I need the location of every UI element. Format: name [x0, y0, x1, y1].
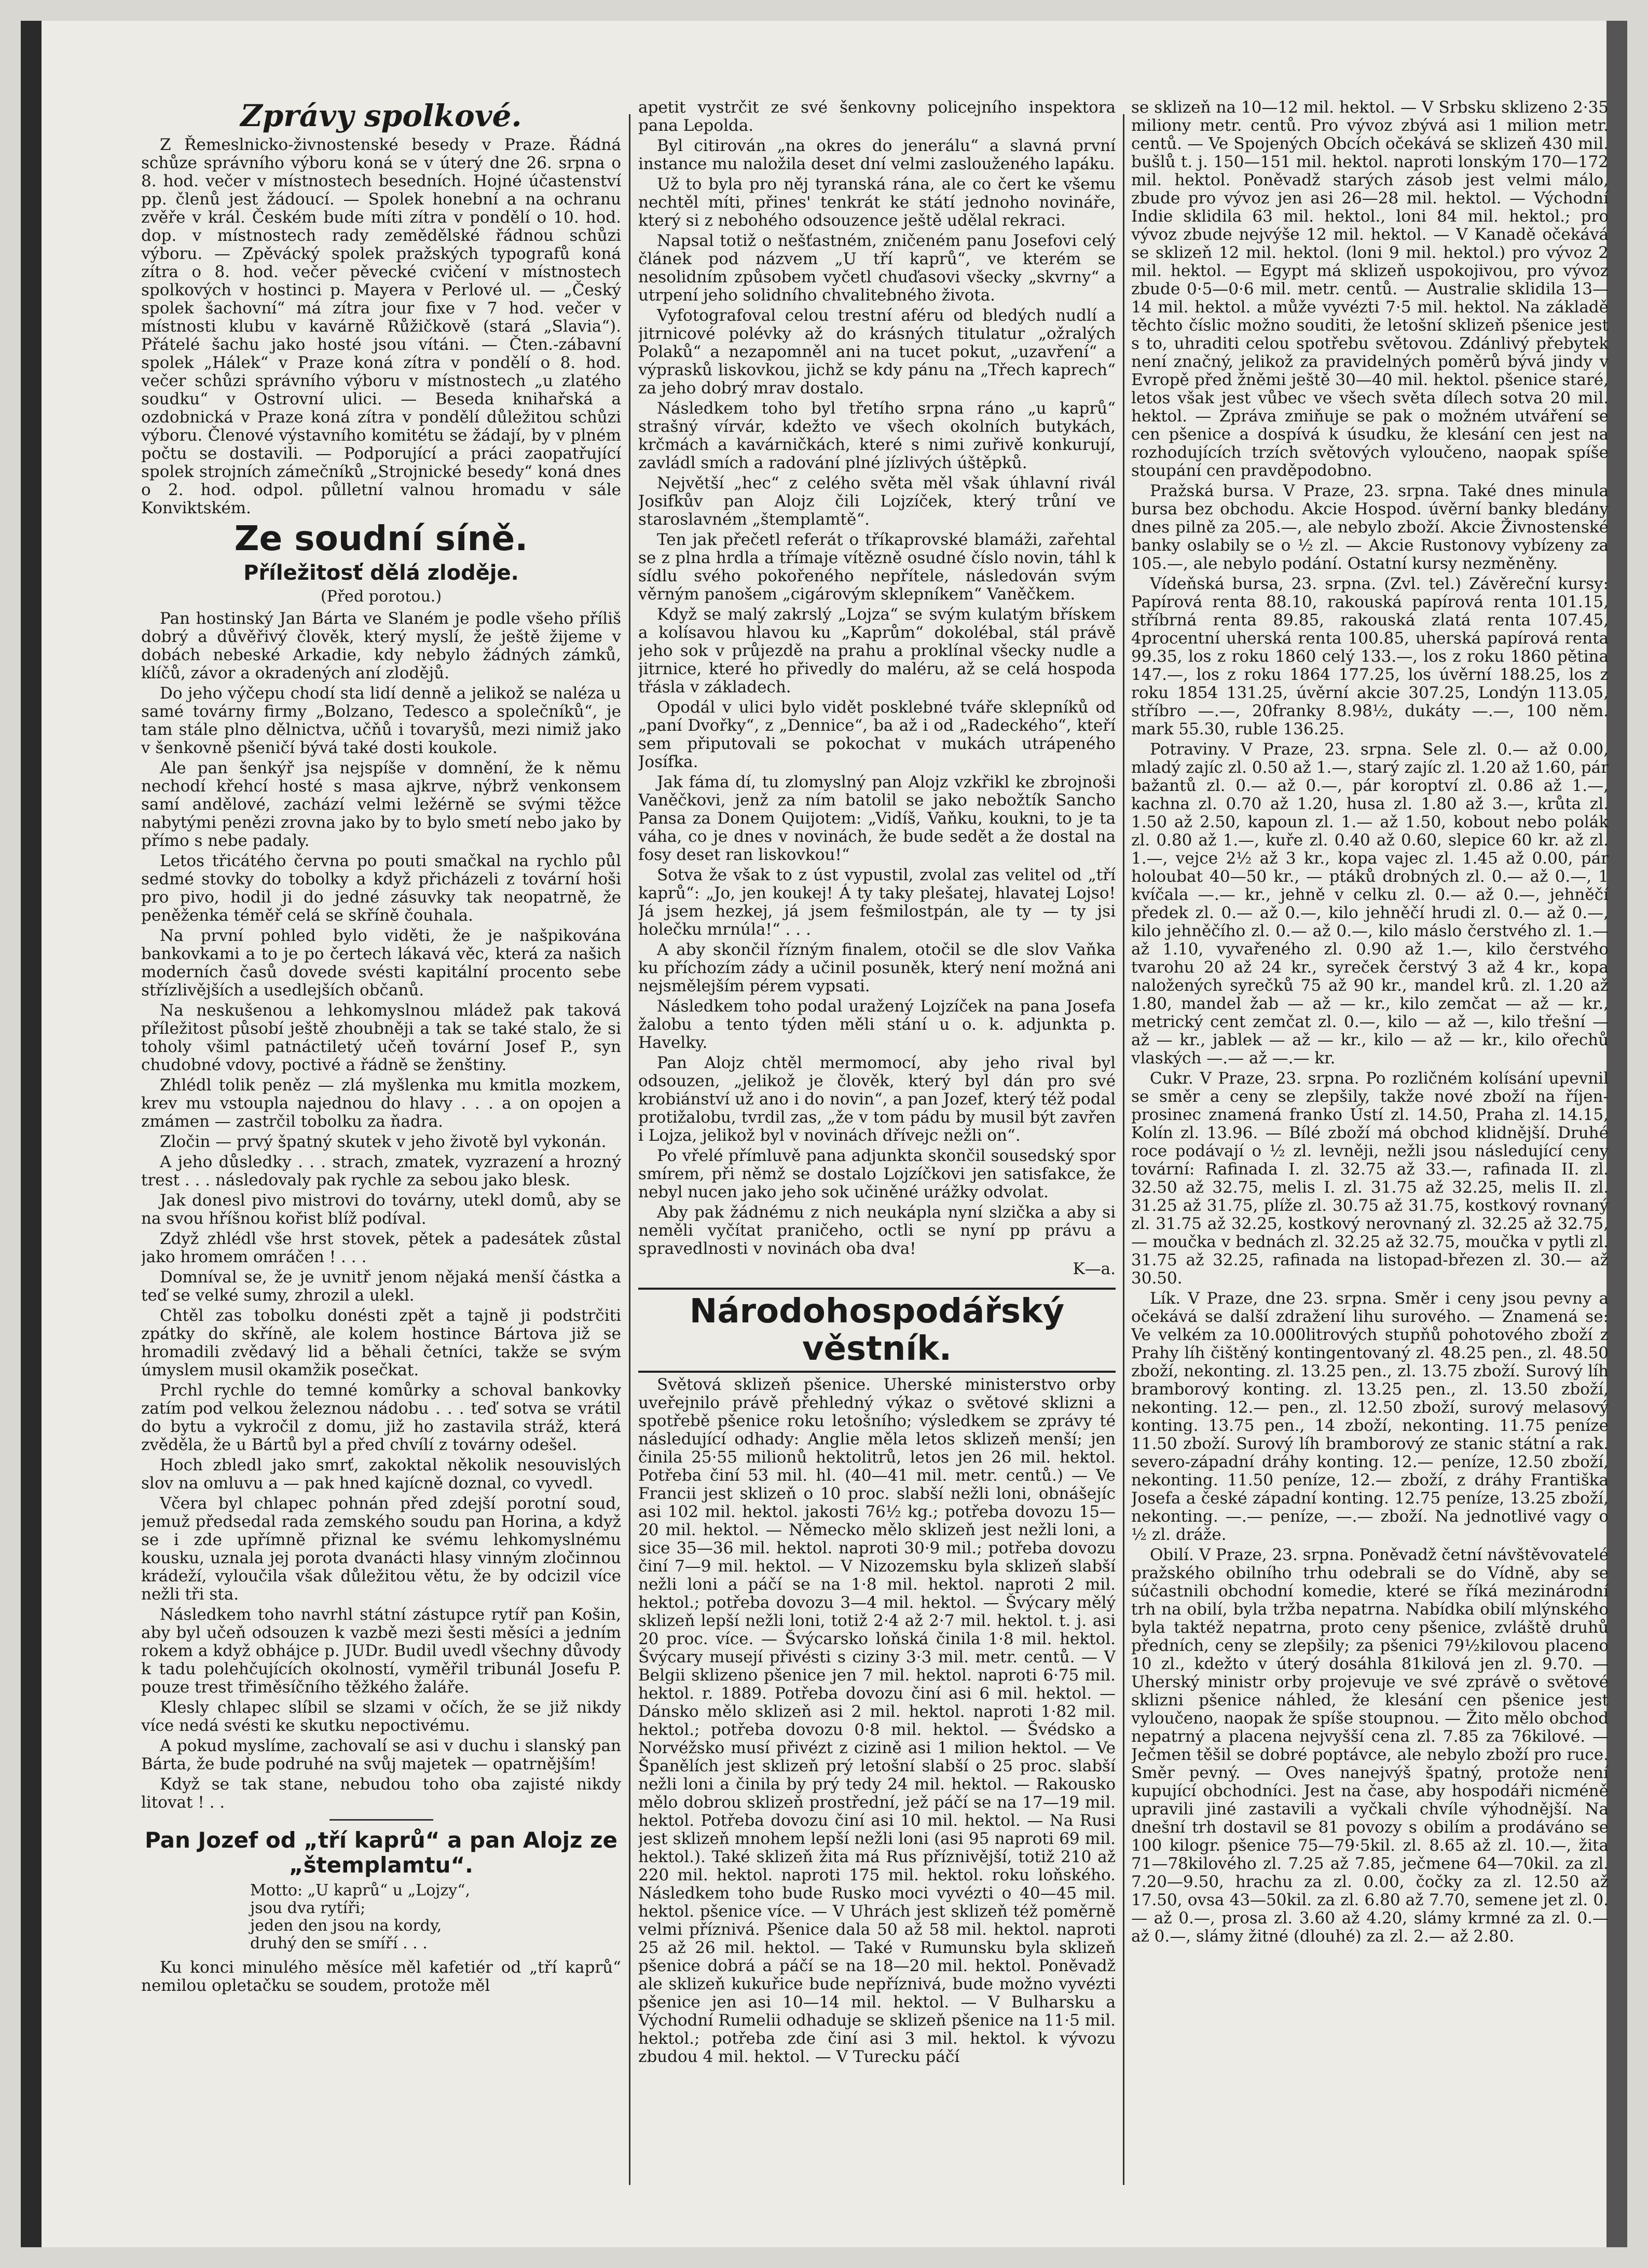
article-title-prilezitost: Příležitosť dělá zloděje.: [243, 561, 519, 585]
soud-article-body: [141, 610, 621, 1812]
section-title-soud: Ze soudní síně.: [234, 518, 528, 558]
paragraph: Chtěl zas tobolku donésti zpět a tajně ji podstrčiti zpátky do skříně, ale kolem hostince Bártova již se hromadili zvědavý lid a běhali četníci, takže se svým úmyslem musil okamžik posečkat.: [141, 1306, 621, 1379]
section-title-zpravy: Zprávy spolkové.: [240, 99, 522, 133]
paragraph: Vyfotografoval celou trestní aféru od bledých nudlí a jitrnicové polévky až do krásných titulatur „ožralých Polaků“ a nezapomněl ani na tucet pokut, „uzavření“ a výprasků liskovkou, jichž se kdy pánu na „Třech kaprech“ za jeho dobrý mrav dostalo.: [638, 306, 1116, 398]
paragraph: Zhlédl tolik peněz — zlá myšlenka mu kmitla mozkem, krev mu vstoupla najednou do hlavy . . . a on opojen a zmámen — zastrčil tobolku za ňadra.: [141, 1076, 621, 1131]
divider: [329, 1819, 433, 1821]
paragraph: Největší „hec“ z celého světa měl však úhlavní rivál Josifkův pan Alojz čili Lojzíček, který trůní ve staroslavném „štemplamtě“.: [638, 474, 1116, 529]
paragraph: Vídeňská bursa, 23. srpna. (Zvl. tel.) Závěreční kursy: Papírová renta 88.10, rakouská papírová renta 101.15, stříbrná renta 89.85, rakouská zlatá renta 107.45, 4procentní uherská renta 100.85, uherská papírová renta 99.35, los z roku 1860 celý 133.—, los z roku 1860 pětina 147.—, los z roku 1864 177.25, los úvěrní 188.25, los z roku 1854 131.25, úvěrní akcie 307.25, Londýn 113.05, stříbro —.—, 20franky 8.98½, dukáty —.—, 100 něm. mark 55.30, ruble 136.25.: [1131, 575, 1609, 739]
newspaper-page: [21, 21, 1627, 2247]
paragraph: Po vřelé přímluvě pana adjunkta skončil sousedský spor smírem, při němž se dostalo Lojzíčkovi jen satisfakce, že nebyl nucen jako jeho sok učiněné urážky odvolat.: [638, 1146, 1116, 1201]
paragraph: Zločin — prvý špatný skutek v jeho životě byl vykonán.: [160, 1132, 607, 1151]
paragraph: Domníval se, že je uvnitř jenom nějaká menší částka a teď se velké sumy, zhrozil a ulekl.: [141, 1268, 621, 1305]
article-title-pan-jozef: Pan Jozef od „tří kaprů“ a pan Alojz ze „štemplamtu“.: [145, 1827, 617, 1878]
paragraph: Aby pak žádnému z nich neukápla nyní slzička a aby si neměli vyčítat praničeho, octli se nyní pp právu a spravedlnosti v novinách oba dva!: [638, 1203, 1116, 1258]
paragraph: A pokud myslíme, zachovalí se asi v duchu i slanský pan Bárta, že bude podruhé na svůj majetek — opatrnějším!: [141, 1737, 621, 1773]
signature: K—a.: [1073, 1260, 1116, 1278]
paragraph: Do jeho výčepu chodí sta lidí denně a jelikož se naléza u samé továrny firmy „Bolzano, Tedesco a společníků“, je tam stále plno dělnictva, učňů i tovaryšů, mezi nimiž jako v šenkovně pšeničí bývá také dosti koukole.: [141, 684, 621, 757]
pan-article-intro: Ku konci minulého měsíce měl kafetiér od „tří kaprů“ nemilou opletačku se soudem, protože měl: [141, 1958, 621, 1995]
paragraph: Ale pan šenkýř jsa nejspíše v domnění, že k němu nechodí křehcí hosté s masa ajkrve, nýbrž venkonsem samí andělové, zachází velmi ležérně se svými těžce nabytými penězi zrovna jako by to bylo smetí nebo jako by přímo s nebe padaly.: [141, 759, 621, 850]
paragraph: Letos třicátého června po pouti smačkal na rychlo půl sedmé stovky do tobolky a když přicházeli z tovární hoši pro pivo, hodil ji do jedné zásuvky tak neopatrně, že peněženka téměř celá se skříně čouhala.: [141, 852, 621, 925]
page-edge-left: [21, 21, 42, 2247]
paragraph: Včera byl chlapec pohnán před zdejší porotní soud, jemuž předsedal rada zemského soudu pan Horina, a když se i zde upřímně přiznal ke svému lehkomyslnému kousku, uznala jej porota dvanácti hlasy vinným zločinnou krádeží, vyloučila však důležitou větu, že by odcizil více nežli tři sta.: [141, 1494, 621, 1604]
paragraph: Když se malý zakrslý „Lojza“ se svým kulatým břískem a kolísavou hlavou ku „Kaprům“ dokolébal, stál právě jeho sok v průjezdě na prahu a proklínal všecky nudle a jitrnice, které ho přivedly do maléru, až se celá hospoda třásla v základech.: [638, 605, 1116, 696]
paragraph: Jak fáma dí, tu zlomyslný pan Alojz vzkřikl ke zbrojnoši Vaněčkovi, jenž za ním batolil se jako nebožtík Sancho Pansa za Donem Quijotem: „Vidíš, Vaňku, koukni, to je ta váha, co je dnes v novinách, že bude sedět a že dostal na fosy deset ran liskovkou!“: [638, 773, 1116, 864]
paragraph: Na neskušenou a lehkomyslnou mládež pak taková příležitost působí ještě zhoubněji a tak se také stalo, že si toholy všiml patnáctiletý učeň tovární Josef P., syn chudobné vdovy, poctivé a řádně se ženštiny.: [141, 1001, 621, 1074]
paragraph: Pražská bursa. V Praze, 23. srpna. Také dnes minula bursa bez obchodu. Akcie Hospod. úvěrní banky bledány dnes pilně za 205.—, ale nebylo zboží. Akcie Živnostenské banky oslabily se o ½ zl. — Akcie Rustonovy vybízeny za 105.—, ale nebylo podání. Ostatní kursy nezměněny.: [1131, 482, 1609, 573]
paragraph: Zdyž zhlédl vše hrst stovek, pětek a padesátek zůstal jako hromem omráčen ! . . .: [141, 1229, 621, 1266]
paragraph: A aby skončil řízným finalem, otočil se dle slov Vaňka ku příchozím zády a učinil posuněk, který není možná ani nejsmělejším pérem vypsati.: [638, 940, 1116, 995]
paragraph: Hoch zbledl jako smrť, zakoktal několik nesouvislých slov na omluvu a — pak hned kajícně doznal, co vyvedl.: [141, 1456, 621, 1493]
paragraph: Už to byla pro něj tyranská rána, ale co čert ke všemu nechtěl míti, přines' tenkrát ke státí jednoho novináře, který si z nebohého odsouzence ještě udělal rekraci.: [638, 175, 1116, 230]
column-2: [638, 99, 1116, 2201]
paragraph: apetit vystrčit ze své šenkovny policejního inspektora pana Lepolda.: [638, 99, 1116, 135]
paragraph: Následkem toho navrhl státní zástupce rytíř pan Košin, aby byl učeň odsouzen k vazbě mezi šesti měsíci a jedním rokem a když obhájce p. JUDr. Budil uvedl všechny důvody k tadu polehčujících okolností, vyměřil tribunál Josefu P. pouze trest třiměsíčního těžkého žaláře.: [141, 1605, 621, 1697]
paragraph: Klesly chlapec slíbil se slzami v očích, že se již nikdy více nedá svésti ke skutku nepoctivému.: [141, 1698, 621, 1735]
column-1: [141, 99, 621, 2201]
paragraph: Následkem toho byl třetího srpna ráno „u kaprů“ strašný vírvár, kdežto ve všech okolních butykách, krčmách a kavárničkách, které s nimi zuřivě konkurují, zavládl smích a radování plné jízlivých úštěpků.: [638, 399, 1116, 472]
column-rule: [1123, 114, 1124, 2185]
paragraph: Jak donesl pivo mistrovi do továrny, utekl domů, aby se na svou hříšnou kořist blíž podíval.: [141, 1191, 621, 1228]
column-rule: [629, 114, 630, 2185]
paragraph: Potraviny. V Praze, 23. srpna. Sele zl. 0.— až 0.00, mladý zajíc zl. 0.50 až 1.—, starý zajíc zl. 1.20 až 1.60, pár bažantů zl. 0.— až 0.—, pár koroptví zl. 0.86 až 1.—, kachna zl. 0.70 až 1.20, husa zl. 1.80 až 3.—, krůta zl. 1.50 až 2.50, kapoun zl. 1.— až 1.50, kobout nebo polák zl. 0.80 až 1.—, kuře zl. 0.40 až 0.60, slepice 60 kr. až zl. 1.—, vejce 2½ až 3 kr., kopa vajec zl. 1.45 až 0.00, pár holoubat 40—50 kr., — ptáků drobných zl. 0.— až 0.—, 1 kvíčala —.— kr., jehně v celku zl. 0.— až 0.—, jehněčí předek zl. 0.— až 0.—, kilo jehněčí hrudi zl. 0.— až 0.—, kilo jehněčího zl. 0.— až 0.—, kilo máslo čerstvého zl. 1.— až 1.10, vyvařeného zl. 0.90 až 1.—, kilo čerstvého tvarohu 20 až 24 kr., syreček čerstvý 3 až 4 kr., kopa naložených syrečků 75 až 90 kr., mandel krů. zl. 1.20 až 1.80, mandel žab — až — kr., kilo zemčat — až — kr., metrický cent zemčat zl. 0.—, kilo — až —, kilo třešní — až — kr., jablek — až — kr., kilo — až — kr., kilo ořechů vlaských —.— až —.— kr.: [1131, 740, 1609, 1068]
paragraph: Následkem toho podal uražený Lojzíček na pana Josefa žalobu a tento týden měli stání u o. k. adjunkta p. Havelky.: [638, 997, 1116, 1052]
paragraph: Ten jak přečetl referát o tříkaprovské blamáži, zařehtal se z plna hrdla a třímaje vítězně osudné číslo novin, táhl k sídlu svého pokořeného nepřítele, následován svým věrným panošem „cigárovým sklepníkem“ Vaněčkem.: [638, 530, 1116, 604]
article-note: (Před porotou.): [320, 588, 442, 606]
column-3: [1131, 99, 1609, 2201]
section-title-narodohospodarsky: Národohospodářský věstník.: [638, 1288, 1116, 1373]
paragraph: Lík. V Praze, dne 23. srpna. Směr i ceny jsou pevny a očekává se další zdražení lihu surového. — Znamená se: Ve velkém za 10.000litrových stupňů pohotového zboží z Prahy líh čištěný kontingentovaný zl. 48.25 pen., zl. 48.50 zboží, nekonting. zl. 13.25 pen., zl. 13.75 zboží. Surový líh bramborový konting. zl. 13.25 pen., zl. 13.50 zboží, nekonting. 12.— pen., zl. 12.50 zboží, surový melasový konting. 13.75 pen., 14 zboží, nekonting. 11.75 peníze 11.50 zboží. Surový líh bramborový ze stanic státní a rak. severo-západní dráhy konting. 12.— peníze, 12.50 zboží, nekonting. 11.50 peníze, 12.— zboží, z dráhy Františka Josefa a české západní konting. 12.75 peníze, 13.25 zboží, nekonting. —.— peníze, —.— zboží. Na jednotlivé vagy o ½ zl. dráže.: [1131, 1289, 1609, 1544]
paragraph: A jeho důsledky . . . strach, zmatek, vyzrazení a hrozný trest . . . následovaly pak rychle za sebou jako blesk.: [141, 1153, 621, 1190]
paragraph: Na první pohled bylo viděti, že je našpikována bankovkami a to je po čertech lákavá věc, která za našich moderních časů dovede svésti kapitální procento sebe střízlivějších a usedlejších občanů.: [141, 926, 621, 1000]
economic-reports: [1131, 99, 1609, 1946]
page-edge-right: [1606, 21, 1627, 2247]
paragraph: Sotva že však to z úst vypustil, zvolal zas velitel od „tří kaprů“: „Jo, jen koukej! Á ty taky plešatej, hlavatej Lojso! Já jsem hezkej, já jsem fešmilostpán, ale ty — ty jsi holečku mrnúla!“ . . .: [638, 866, 1116, 939]
paragraph: se sklizeň na 10—12 mil. hektol. — V Srbsku sklizeno 2·35 miliony metr. centů. Pro vývoz zbývá asi 1 milion metr. centů. — Ve Spojených Obcích očekává se sklizeň 430 mil. bušlů t. j. 150—151 mil. hektol. naproti lonským 170—172 mil. hektol. Poněvadž starých zásob jest velmi málo, zbude pro vývoz jen asi 26—28 mil. hektol. — Východní Indie sklidila 63 mil. hektol., loni 84 mil. hektol.; pro vývoz zbude nejvýše 12 mil. hektol. — V Kanadě očekává se sklizeň 12 mil. hektol. (loni 9 mil. hektol.) pro vývoz 2 mil. hektol. — Egypt má sklizeň uspokojivou, pro vývoz zbude 0·5—0·6 mil. metr. centů. — Australie sklidila 13—14 mil. hektol. a může vyvézti 7·5 mil. hektol. Na základě těchto číslic možno souditi, že letošní sklizeň pšenice jest s to, uhraditi celou spotřebu světovou. Zdánlivý přebytek není značný, jelikož za pravidelných poměrů bývá jindy v Evropě před žněmi ještě 30—40 mil. hektol. pšenice staré, letos však jest vůbec ve všech světa dílech sotva 20 mil. hektol. — Zpráva zmiňuje se pak o možném utváření se cen pšenice a dospívá k úsudku, že klesání cen jest na rozhodujících trzích světových vyloučeno, naopak spíše stoupání cen pravděpodobno.: [1131, 99, 1609, 480]
zpravy-text: Z Řemeslnicko-živnostenské besedy v Praze. Řádná schůze správního výboru koná se v úterý dne 26. srpna o 8. hod. večer v místnostech besedních. Hojné účastenství pp. členů jest žádoucí. — Spolek honební a na ochranu zvěře v král. Českém bude míti zítra v pondělí o 10. hod. dop. v místnostech rady zemědělské řádnou schůzi výboru. — Zpěvácký spolek pražských typografů koná zítra o 8. hod. večer pěvecké cvičení v místnostech spolkových v hostinci p. Mayera v Perlové ul. — „Český spolek šachovní“ má zítra jour fixe v 7 hod. večer v místnosti klubu v kavárně Růžičkově (stará „Slavia“). Přátelé šachu jako hosté jsou vítáni. — Čten.-zábavní spolek „Hálek“ v Praze koná zítra v pondělí o 8. hod. večer schůzi správního výboru v místnostech „u zlatého soudku“ v Ostrovní ulici. — Beseda knihařská a ozdobnická v Praze koná zítra v pondělí důležitou schůzi výboru. Členové výstavního komitétu se žádají, by v plném počtu se dostavili. — Podporující a práci zaopatřující spolek strojních zámečníků „Strojnické besedy“ koná dnes o 2. hod. odpol. půlletní valnou hromadu v sále Konviktském.: [141, 135, 621, 517]
paragraph: Když se tak stane, nebudou toho oba zajisté nikdy litovat ! . .: [141, 1775, 621, 1812]
paragraph: Napsal totiž o nešťastném, zničeném panu Josefovi celý článek pod názvem „U tří kaprů“, ve kterém se nesolidním způsobem vyčetl chuďasovi všecky „skvrny“ a utrpení jeho solidního chvalitebného života.: [638, 231, 1116, 305]
paragraph: Byl citirován „na okres do jenerálu“ a slavná první instance mu naložila deset dní velmi zaslouženého lapáku.: [638, 136, 1116, 173]
paragraph: Opodál v ulici bylo vidět posklebné tváře sklepníků od „paní Dvořky“, z „Dennice“, ba až i od „Radeckého“, kteří sem připutovali se pokochat v mukách utrápeného Josífka.: [638, 698, 1116, 771]
paragraph: Pan hostinský Jan Bárta ve Slaném je podle všeho příliš dobrý a důvěřivý člověk, který myslí, že ještě žijeme v dobách nebeské Arkadie, kdy nebylo žádných zámků, klíčů, závor a okradených aní zlodějů.: [141, 609, 621, 682]
paragraph: Prchl rychle do temné komůrky a schoval bankovky zatím pod velkou železnou nádobu . . . teď sotva se vrátil do bytu a vykročil z domu, již ho zastavila stráž, která zvěděla, že u Bártů byl a před chvílí z továrny odešel.: [141, 1381, 621, 1454]
paragraph: Obilí. V Praze, 23. srpna. Poněvadž četní návštěvovatelé pražského obilního trhu odebrali se do Vídně, aby se súčastnili obchodní komedie, které se říká mezinárodní trh na obilí, byla tržba nepatrna. Nabídka obilí mlýnského byla taktéž nepatrna, proto ceny pšenice, zvláště druhů předních, ceny se zlepšily; za pšenici 79½kilovou placeno 10 zl., kdežto v úterý dosáhla 81kilová jen zl. 9.70. — Uherský ministr orby projevuje ve své zprávě o světové sklizni pšenice náhled, že klesání cen pšenice jest vyloučeno, naopak že spíše stoupnou. — Žito mělo obchod nepatrný a placena nejvyšší cena zl. 7.85 za 76kilové. — Ječmen těšil se dobré poptávce, ale nebylo zboží pro ruce. Směr pevný. — Oves nanejvýš špatný, protože není kupující obchodníci. Jest na čase, aby hospodáři nicméně upravili jiné zastavili a vyčkali chvíle výhodnější. Na dnešní trh dostavil se 81 povozy s obilím a prodáváno se 100 kilogr. pšenice 75—79·5kil. zl. 8.65 až zl. 10.—, žita 71—78kilového zl. 7.25 až 7.85, ječmene 64—70kil. za zl. 7.20—9.50, hrachu za zl. 0.00, čočky za zl. 12.50 až 17.50, ovsa 43—50kil. za zl. 6.80 až 7.70, semene jet zl. 0.— až 0.—, prosa zl. 3.60 až 4.20, slámy krmné za zl. 0.— až 0.—, slámy žitné (dlouhé) za zl. 2.— až 2.80.: [1131, 1546, 1609, 1946]
paragraph: Pan Alojz chtěl mermomocí, aby jeho rival byl odsouzen, „jelikož je člověk, který byl dán pro své krobiánství už ano i do novin“, a pan Jozef, který též podal protižalobu, tvrdil zas, „že v tom pádu by musil být zavřen i Lojza, jelikož byl v novinách dřívejc nežli on“.: [638, 1054, 1116, 1145]
narod-text: Světová sklizeň pšenice. Uherské ministerstvo orby uveřejnilo právě přehledný výkaz o světové sklizni a spotřebě pšenice roku letošního; výsledkem se zprávy té následující odhady: Anglie měla letos sklizeň menší; jen činila 25·55 milionů hektolitrů, letos jen 26 mil. hektol. Potřeba činí 53 mil. hl. (40—41 mil. metr. centů.) — Ve Francii jest sklizeň o 10 proc. slabší nežli loni, obnášejíc asi 102 mil. hektol. jakosti 76½ kg.; potřeba dovozu 15—20 mil. hektol. — Německo mělo sklizeň jest nežli loni, a sice 35—36 mil. hektol. naproti 30·9 mil.; potřeba dovozu činí 7—9 mil. hektol. — V Nizozemsku byla sklizeň slabší nežli loni a páčí se na 1·8 mil. hektol. naproti 2 mil. hektol.; potřeba dovozu 3—4 mil. hektol. — Švýcary mělý sklizeň lepší nežli loni, totiž 2·4 až 2·7 mil. hektol. t. j. asi 20 proc. více. — Švýcarsko loňská činila 1·8 mil. hektol. Švýcary musejí přivésti s ciziny 3·3 mil. metr. centů. — V Belgii sklizeno pšenice jen 7 mil. hektol. naproti 6·75 mil. hektol. r. 1889. Potřeba dovozu činí asi 6 mil. hektol. — Dánsko mělo sklizeň asi 2 mil. hektol. naproti 1·82 mil. hektol.; potřeba dovozu 0·8 mil. hektol. — Švédsko a Norvéžsko musí přivézt z cizině asi 1 milion hektol. — Ve Španělích jest sklizeň prý letošní slabší o 25 proc. slabší nežli loni a činila by prý tedy 24 mil. hektol. — Rakousko mělo dobrou sklizeň prostřední, jež páčí se na 17—19 mil. hektol. Potřeba dovozu činí asi 10 mil. hektol. — Na Rusi jest sklizeň mnohem lepší nežli loni (asi 95 naproti 69 mil. hektol.). Také sklizeň žita má Rus příznivější, totiž 210 až 220 mil. hektol. naproti 175 mil. hektol. roku loňského. Následkem toho bude Rusko moci vyvézti o 40—45 mil. hektol. pšenice více. — V Uhrách jest sklizeň též poměrně velmi příznivá. Pšenice dala 50 až 58 mil. hektol. naproti 25 až 26 mil. hektol. — Také v Rumunsku byla sklizeň pšenice dobrá a páčí se na 18—20 mil. hektol. Poněvadž ale sklizeň kukuřice bude nepříznivá, bude možno vyvézti pšenice jen asi 10—14 mil. hektol. — V Bulharsku a Východní Rumelii odhaduje se sklizeň pšenice na 11·5 mil. hektol.; potřeba zde činí asi 3 mil. hektol. k vývozu zbudou 4 mil. hektol. — V Turecku páčí: [638, 1375, 1116, 2066]
pan-article-continued: [638, 99, 1116, 1258]
motto: Motto: „U kaprů“ u „Lojzy“, jsou dva rytíři; jeden den jsou na kordy, druhý den se smíří . . .: [250, 1881, 471, 1952]
paragraph: Cukr. V Praze, 23. srpna. Po rozličném kolísání upevnil se směr a ceny se zlepšily, takže nové zboží na říjen-prosinec znamená franko Ústí zl. 14.50, Praha zl. 14.15, Kolín zl. 13.96. — Bílé zboží má obchod klidnější. Druhé roce podávají o ½ zl. levněji, nežli jsou následující ceny tovární: Rafinada I. zl. 32.75 až 33.—, rafinada II. zl. 32.50 až 32.75, melis I. zl. 31.75 až 32.25, melis II. zl. 31.25 až 31.75, plíže zl. 30.75 až 31.75, kostkový rovnaný zl. 31.75 až 32.25, kostkový nerovnaný zl. 32.25 až 32.75, — moučka v bednách zl. 32.25 až 32.75, moučka v pytli zl. 31.75 až 32.25, rafinada na listopad-březen zl. 30.— až 30.50.: [1131, 1069, 1609, 1288]
